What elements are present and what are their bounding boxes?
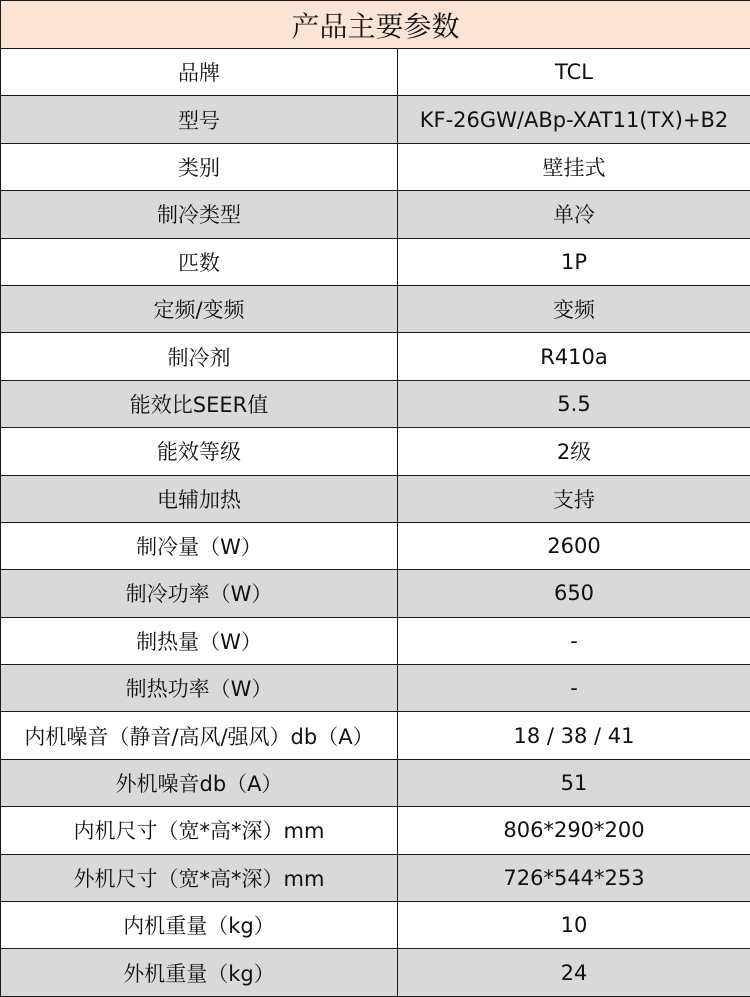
row-label: 能效等级 (1, 428, 398, 475)
row-value: 650 (398, 570, 750, 617)
row-value: - (398, 665, 750, 712)
row-value: TCL (398, 49, 750, 96)
row-value: 726*544*253 (398, 854, 750, 901)
row-label: 内机噪音（静音/高风/强风）db（A） (1, 712, 398, 759)
row-label: 制冷类型 (1, 191, 398, 238)
row-value: 2600 (398, 522, 750, 569)
table-row (1, 475, 750, 522)
table-row (1, 902, 750, 949)
row-label: 匹数 (1, 238, 398, 285)
row-label: 型号 (1, 96, 398, 143)
row-label: 能效比SEER值 (1, 380, 398, 427)
row-label: 制热功率（W） (1, 665, 398, 712)
row-label: 电辅加热 (1, 475, 398, 522)
row-label: 制热量（W） (1, 617, 398, 664)
table-row (1, 712, 750, 759)
row-value: 10 (398, 902, 750, 949)
table-row (1, 49, 750, 96)
row-label: 定频/变频 (1, 285, 398, 332)
table-title: 产品主要参数 (1, 1, 750, 49)
table-row (1, 143, 750, 190)
table-row (1, 380, 750, 427)
table-row (1, 522, 750, 569)
row-label: 类别 (1, 143, 398, 190)
table-row (1, 949, 750, 996)
row-label: 外机尺寸（宽*高*深）mm (1, 854, 398, 901)
row-value: - (398, 617, 750, 664)
row-value: 变频 (398, 285, 750, 332)
row-label: 外机重量（kg） (1, 949, 398, 996)
table-row (1, 759, 750, 806)
row-label: 制冷量（W） (1, 522, 398, 569)
table-row (1, 665, 750, 712)
table-row (1, 96, 750, 143)
row-value: KF-26GW/ABp-XAT11(TX)+B2 (398, 96, 750, 143)
row-value: 支持 (398, 475, 750, 522)
table-row (1, 570, 750, 617)
row-label: 制冷剂 (1, 333, 398, 380)
table-row (1, 238, 750, 285)
row-value: 1P (398, 238, 750, 285)
row-value: 24 (398, 949, 750, 996)
row-label: 内机尺寸（宽*高*深）mm (1, 807, 398, 854)
row-value: 单冷 (398, 191, 750, 238)
row-label: 制冷功率（W） (1, 570, 398, 617)
row-value: 2级 (398, 428, 750, 475)
row-label: 内机重量（kg） (1, 902, 398, 949)
row-value: 壁挂式 (398, 143, 750, 190)
row-value: R410a (398, 333, 750, 380)
table-row (1, 617, 750, 664)
row-value: 5.5 (398, 380, 750, 427)
row-value: 51 (398, 759, 750, 806)
row-value: 806*290*200 (398, 807, 750, 854)
row-label: 品牌 (1, 49, 398, 96)
table-row (1, 333, 750, 380)
table-row (1, 854, 750, 901)
title-row (1, 1, 750, 49)
row-label: 外机噪音db（A） (1, 759, 398, 806)
table-row (1, 428, 750, 475)
spec-table-body (1, 1, 750, 997)
table-row (1, 191, 750, 238)
table-row (1, 807, 750, 854)
table-row (1, 285, 750, 332)
row-value: 18 / 38 / 41 (398, 712, 750, 759)
